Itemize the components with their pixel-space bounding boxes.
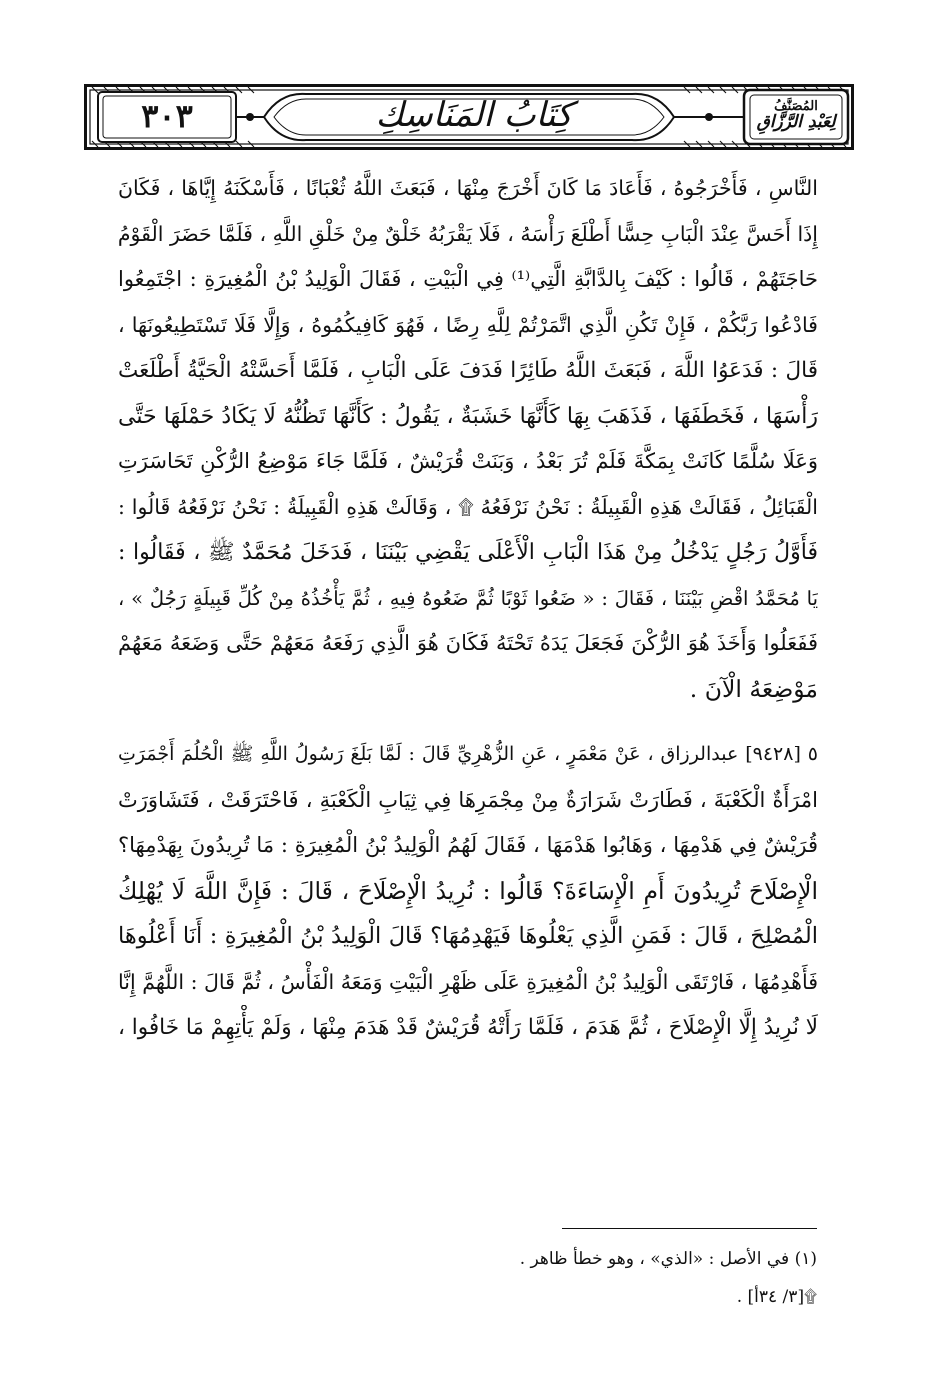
book-seal	[752, 92, 840, 140]
text-line: فَأَوَّلُ رَجُلٍ يَدْخُلُ مِنْ هَذَا الْبَابِ الْأَعْلَى يَقْضِي بَيْنَنَا ، فَدَخَلَ مُحَمَّدٌ ﷺ ، فَقَالُوا :	[118, 540, 818, 565]
text-line: امْرَأَةٌ الْكَعْبَةَ ، فَطَارَتْ شَرَارَةٌ مِنْ مِجْمَرِهَا فِي ثِيَابِ الْكَعْبَةِ ، فَاحْتَرَقَتْ ، فَتَشَاوَرَتْ	[118, 787, 818, 812]
footnote-folio-reference: ۩[٣/ ٣٤أ] .	[736, 1287, 817, 1307]
text-line: فَفَعَلُوا وَأَخَذَ هُوَ الرُّكْنَ فَجَعَلَ يَدَهُ تَحْتَهُ فَكَانَ هُوَ الَّذِي رَفَعَهُ مَعَهُمْ حَتَّى وَضَعَهُ مَعَهُمْ	[118, 631, 818, 655]
text-line: فَأَهْدِمُهَا ، فَارْتَقَى الْوَلِيدُ بْنُ الْمُغِيرَةِ عَلَى ظَهْرِ الْبَيْتِ وَمَعَهُ الْفَأْسُ ، ثُمَّ قَالَ : اللَّهُمَّ إِنَّا	[118, 969, 818, 994]
book-title: كِتَابُ المَنَاسِكِ	[375, 95, 573, 135]
text-line: قَالَ : فَدَعَوُا اللَّهَ ، فَبَعَثَ اللَّهُ طَائِرًا فَدَفَ عَلَى الْبَابِ ، فَلَمَّا أَحَسَّتْهُ الْحَيَّةُ أَطْلَعَتْ	[118, 358, 818, 383]
seal-line-2: لِعَبْدِ الرَّزَّاقِ	[756, 111, 836, 132]
page-header	[84, 84, 854, 150]
text-line: إِذَا أَحَسَّ عِنْدَ الْبَابِ حِسًّا أَطْلَعَ رَأْسَهُ ، فَلَا يَقْرَبُهُ خَلْقٌ مِنْ خَلْقِ اللَّهِ ، فَلَمَّا حَضَرَ الْقَوْمُ	[118, 221, 818, 246]
text-line: مَوْضِعَهُ الْآنَ .	[689, 674, 818, 703]
footnote-separator	[562, 1228, 817, 1229]
hadith-opening-line: ٥ [٩٤٢٨] عبدالرزاق ، عَنْ مَعْمَرٍ ، عَنِ الزُّهْرِيِّ قَالَ : لَمَّا بَلَغَ رَسُولُ اللَّهِ ﷺ الْحُلُمَ أَجْمَرَتِ	[118, 743, 818, 765]
text-line: وَعَلَا سُلَّمًا كَانَتْ بِمَكَّةَ فَلَمْ تُرَ بَعْدُ ، وَبَنَتْ قُرَيْشٌ ، فَلَمَّا جَاءَ مَوْضِعُ الرُّكْنِ تَحَاسَرَتِ	[118, 449, 818, 473]
text-line: النَّاسِ ، فَأَخْرَجُوهُ ، فَأَعَادَ مَا كَانَ أَخْرَجَ مِنْهَا ، فَبَعَثَ اللَّهُ ثُعْبَانًا ، فَأَسْكَنَهُ إِيَّاهَا ، فَكَانَ	[118, 176, 818, 200]
text-line: قُرَيْشٌ فِي هَدْمِهَا ، وَهَابُوا هَدْمَهَا ، فَقَالَ لَهُمُ الْوَلِيدُ بْنُ الْمُغِيرَةِ : مَا تُرِيدُونَ بِهَدْمِهَا؟	[118, 833, 818, 857]
page-body	[118, 166, 818, 1051]
text-line: الْإِصْلَاحَ تُرِيدُونَ أَمِ الْإِسَاءَةَ؟ قَالُوا : نُرِيدُ الْإِصْلَاحَ ، قَالَ : فَإِنَّ اللَّهَ لَا يُهْلِكُ	[118, 876, 818, 905]
text-line: الْمُصْلِحَ ، قَالَ : فَمَنِ الَّذِي يَعْلُوهَا فَيَهْدِمُهَا؟ قَالَ الْوَلِيدُ بْنُ الْمُغِيرَةِ : أَنَا أَعْلُوهَا	[118, 923, 818, 949]
text-line: يَا مُحَمَّدُ اقْضِ بَيْنَنَا ، فَقَالَ : « ضَعُوا ثَوْبًا ثُمَّ ضَعُوهُ فِيهِ ، ثُمَّ يَأْخُذُهُ مِنْ كُلِّ قَبِيلَةٍ رَجُلٌ » ،	[118, 586, 818, 610]
text-line: رَأْسَهَا ، فَخَطَفَهَا ، فَذَهَبَ بِهَا كَأَنَّهَا خَشَبَةٌ ، يَقُولُ : كَأَنَّهَا تَظُنُّهُ لَا يَكَادُ حَمْلَهَا حَتَّى	[118, 403, 818, 429]
text-line: الْقَبَائِلُ ، فَقَالَتْ هَذِهِ الْقَبِيلَةُ : نَحْنُ نَرْفَعُهُ ۩ ، وَقَالَتْ هَذِهِ الْقَبِيلَةُ : نَحْنُ نَرْفَعُهُ قَالُوا :	[118, 494, 818, 519]
text-line: لَا نُرِيدُ إِلَّا الْإِصْلَاحَ ، ثُمَّ هَدَمَ ، فَلَمَّا رَأَتْهُ قُرَيْشٌ قَدْ هَدَمَ مِنْهَا ، وَلَمْ يَأْتِهِمْ مَا خَافُوا ،	[118, 1015, 818, 1040]
text-line: حَاجَتَهُمْ ، قَالُوا : كَيْفَ بِالدَّابَّةِ الَّتِي⁽¹⁾ فِي الْبَيْتِ ، فَقَالَ الْوَلِيدُ بْنُ الْمُغِيرَةِ : اجْتَمِعُوا	[118, 267, 818, 291]
seal-line-1: المُصَنَّفُ	[774, 99, 818, 115]
paragraph-gap	[118, 712, 818, 732]
page-number: ٣٠٣	[141, 97, 193, 135]
text-line: فَادْعُوا رَبَّكُمْ ، فَإِنْ تَكُنِ الَّذِي اتَّمَرْتُمْ لِلَّهِ رِضًا ، فَهُوَ كَافِيكُمُوهُ ، وَإِلَّا فَلَا تَسْتَطِيعُونَهَا ،	[118, 312, 818, 337]
footnotes	[300, 1240, 817, 1316]
footnote-1: (١) في الأصل : «الذي» ، وهو خطأ ظاهر .	[519, 1249, 817, 1269]
